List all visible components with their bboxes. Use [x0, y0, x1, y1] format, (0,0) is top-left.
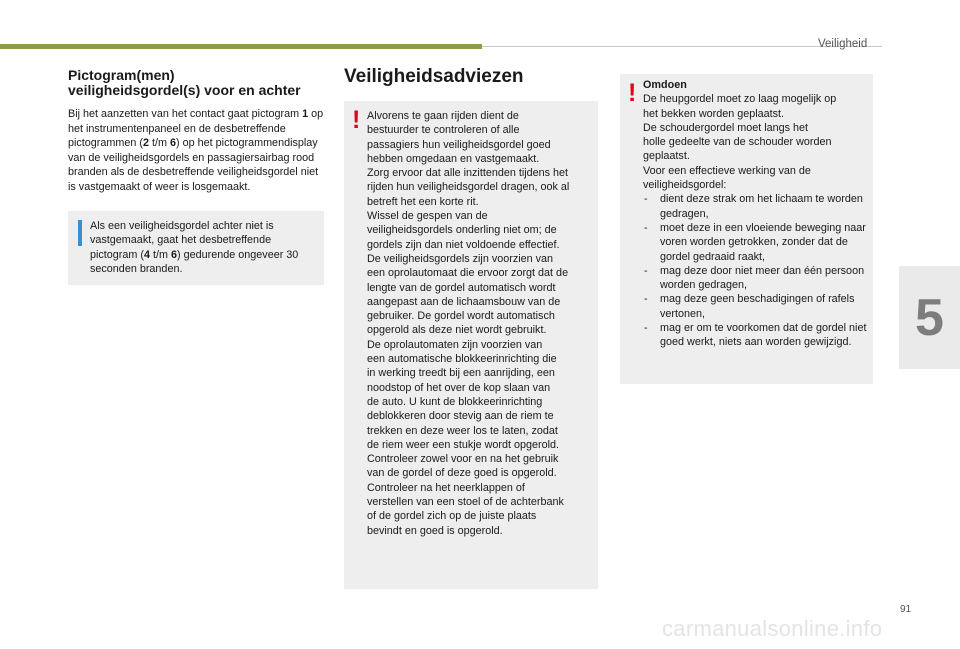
- text-line: Wissel de gespen van de: [367, 210, 488, 223]
- text-run: op het instrumentenpaneel en de desbetreffende pictogrammen (: [68, 108, 324, 150]
- header-accent-bar: [0, 44, 482, 49]
- pictogram-ref-1: 1: [302, 108, 309, 120]
- safety-section: [344, 66, 598, 88]
- warning-text: [367, 109, 593, 538]
- text-line: aangepast aan de lichaamsbouw van de: [367, 295, 561, 308]
- text-run: t/m: [149, 137, 171, 150]
- warning-title: Omdoen: [643, 79, 687, 91]
- text-line: gordels zijn dan niet voldoende effectief.: [367, 238, 560, 251]
- pictogram-heading: [68, 68, 324, 97]
- text-run: Als een veiligheidsgordel achter niet is vastgemaakt, gaat het desbetreffende pictogram (: [90, 219, 274, 261]
- text-line: gebruiker. De gordel wordt automatisch: [367, 310, 555, 323]
- text-line: de riem weer een stukje wordt opgerold.: [367, 438, 560, 451]
- warning-box-general: [344, 101, 598, 589]
- text-line: veiligheidsgordels onderling niet om; de: [367, 224, 557, 237]
- pictogram-paragraph: [68, 107, 324, 195]
- list-item: - mag er om te voorkomen dat de gordel niet goed werkt, niets aan worden gewijzigd.: [643, 321, 867, 350]
- text-line: trekken en deze weer los te laten, zodat: [367, 424, 558, 437]
- section-title: Veiligheid: [818, 38, 868, 50]
- warning-text: [643, 92, 867, 192]
- text-run: t/m: [150, 248, 172, 261]
- text-line: een oprolautomaat die ervoor zorgt dat de: [367, 267, 569, 280]
- text-line: passagiers hun veiligheidsgordel goed: [367, 138, 551, 151]
- text-line: veiligheidsgordel:: [643, 179, 727, 192]
- text-line: opgerold als deze niet wordt gebruikt.: [367, 324, 547, 337]
- safety-heading: Veiligheidsadviezen: [344, 66, 524, 87]
- pictogram-section: [68, 68, 324, 285]
- list-item: - mag deze geen beschadigingen of rafels vertonen,: [643, 292, 867, 321]
- pictogram-ref-4: 4: [144, 248, 151, 261]
- text-line: hebben omgedaan en vastgemaakt.: [367, 152, 540, 165]
- text-line: deblokkeren door stevig aan de riem te: [367, 410, 554, 423]
- text-line: of de gordel zich op de juiste plaats: [367, 510, 537, 523]
- text-line: in werking treedt bij een aanrijding, een: [367, 367, 555, 380]
- pictogram-ref-2: 2: [143, 137, 150, 150]
- pictogram-ref-6: 6: [170, 137, 177, 150]
- list-item: - mag deze door niet meer dan één persoon worden gedragen,: [643, 264, 867, 293]
- pictogram-heading-line2: veiligheidsgordel(s) voor en achter: [68, 81, 301, 98]
- text-line: bestuurder te controleren of alle: [367, 124, 520, 137]
- page-number: 91: [900, 604, 912, 615]
- text-line: het bekken worden geplaatst.: [643, 107, 785, 120]
- text-line: verstellen van een stoel of de achterbank: [367, 496, 564, 509]
- text-line: bevindt en goed is opgerold.: [367, 524, 503, 537]
- pictogram-ref-6b: 6: [171, 248, 178, 261]
- text-line: holle gedeelte van de schouder worden: [643, 136, 832, 149]
- pictogram-heading-line1: Pictogram(men): [68, 67, 175, 83]
- text-line: Alvorens te gaan rijden dient de: [367, 110, 519, 122]
- watermark: carmanualsonline.info: [662, 616, 883, 641]
- text-line: De oprolautomaten zijn voorzien van: [367, 338, 543, 351]
- text-line: rijden hun veiligheidsgordel dragen, ook al: [367, 181, 570, 194]
- list-item: - moet deze in een vloeiende beweging naar voren worden getrokken, zonder dat de gordel gedraaid raakt,: [643, 221, 867, 264]
- chapter-number: 5: [915, 288, 944, 347]
- info-icon: [78, 220, 82, 246]
- warning-box-fastening: [620, 74, 873, 384]
- text-line: noodstop of het over de kop slaan van: [367, 381, 551, 394]
- text-run: Bij het aanzetten van het contact gaat pictogram: [68, 108, 303, 120]
- warning-icon: !: [628, 79, 637, 107]
- text-line: Controleer zowel voor en na het gebruik: [367, 453, 559, 466]
- text-line: Voor een effectieve werking van de: [643, 164, 811, 177]
- info-note: [68, 211, 324, 285]
- text-line: Zorg ervoor dat alle inzittenden tijdens het: [367, 167, 569, 180]
- text-run: ) gedurende ongeveer 30 seconden branden.: [90, 248, 299, 276]
- warning-icon: !: [352, 106, 361, 134]
- text-run: ) op het pictogrammendisplay van de veiligheidsgordels en passagiersairbag rood branden als de desbetreffende veiligheidsgordel niet is vastgemaakt of weer is losgemaakt.: [68, 137, 319, 193]
- requirement-list: [643, 192, 867, 349]
- text-line: lengte van de gordel automatisch wordt: [367, 281, 556, 294]
- text-line: De veiligheidsgordels zijn voorzien van: [367, 252, 554, 265]
- text-line: geplaatst.: [643, 150, 690, 163]
- text-line: van de gordel of deze goed is opgerold.: [367, 467, 557, 480]
- text-line: Controleer na het neerklappen of: [367, 481, 525, 494]
- text-line: de auto. U kunt de blokkeerinrichting: [367, 395, 543, 408]
- text-line: betreft het een korte rit.: [367, 195, 479, 208]
- text-line: De heupgordel moet zo laag mogelijk op: [643, 93, 837, 106]
- text-line: De schoudergordel moet langs het: [643, 121, 809, 134]
- chapter-tab: [899, 266, 960, 369]
- text-line: een automatische blokkeerinrichting die: [367, 353, 557, 366]
- list-item: - dient deze strak om het lichaam te worden gedragen,: [643, 192, 867, 221]
